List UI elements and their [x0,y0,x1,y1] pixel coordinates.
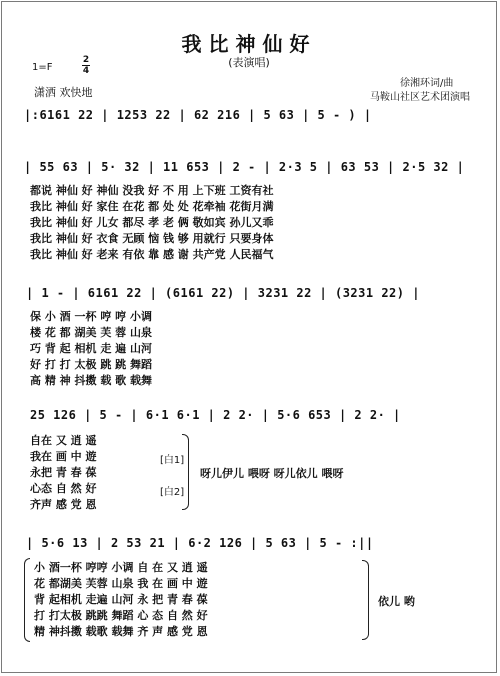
lyrics-s4-verse-4: 心态 自 然 好 [30,482,97,495]
notes-system-1: |:6161 22 | 1253 22 | 62 216 | 5 63 | 5 - ) | [24,108,372,122]
lyrics-s5-verse-3: 背 起相机 走遍 山河 永 把 青 春 葆 [34,593,208,606]
lyrics-s5-verse-4: 打 打太极 跳跳 舞蹈 心 态 自 然 好 [34,609,208,622]
lyrics-s5-verse-1: 小 酒一杯 哼哼 小调 自 在 又 逍 遥 [34,561,208,574]
credit-performer: 马鞍山社区艺术团演唱 [370,92,470,103]
refrain-line: 呀儿伊儿 喂呀 呀儿依儿 喂呀 [200,467,344,480]
lyrics-s4-verse-5: 齐声 感 党 恩 [30,498,97,511]
notes-system-5: | 5·6 13 | 2 53 21 | 6·2 126 | 5 63 | 5 - :|| [26,536,374,550]
time-top: 2 [82,55,90,65]
time-bottom: 4 [82,66,90,76]
spoken-cue-1: [白1] [160,455,185,466]
tempo-marking: 潇洒 欢快地 [34,86,93,99]
lyrics-s4-verse-2: 我在 画 中 遊 [30,450,97,463]
notes-system-4: 25 126 | 5 - | 6·1 6·1 | 2 2· | 5·6 653 | 2 2· | [30,408,401,422]
lyrics-s4-verse-3: 永把 青 春 葆 [30,466,97,479]
notes-system-3: | 1 - | 6161 22 | (6161 22) | 3231 22 | (3231 22) | [26,286,420,300]
lyrics-s5-verse-5: 精 神抖擞 载歌 载舞 齐 声 感 党 恩 [34,625,208,638]
lyrics-s3-verse-1: 保 小 酒 一杯 哼 哼 小调 [30,310,152,323]
credit-lyrics-music: 徐湘环词/曲 [400,78,454,89]
lyrics-s3-verse-4: 好 打 打 太极 跳 跳 舞蹈 [30,358,152,371]
lyrics-s2-verse-1: 都说 神仙 好 神仙 没我 好 不 用 上下班 工资有社 [30,184,274,197]
lyrics-s2-verse-5: 我比 神仙 好 老来 有依 靠 感 谢 共产党 人民福气 [30,248,274,261]
lyrics-s5-verse-2: 花 都湖美 芙蓉 山泉 我 在 画 中 遊 [34,577,208,590]
notes-system-2: | 55 63 | 5· 32 | 11 653 | 2 - | 2·3 5 | 63 53 | 2·5 32 | [24,160,465,174]
brace-left-s5 [24,558,30,642]
lyrics-s3-verse-5: 高 精 神 抖擞 载 歌 载舞 [30,374,152,387]
score-page [1,1,497,673]
lyrics-s2-verse-4: 我比 神仙 好 衣食 无顾 恼 钱 够 用就行 只要身体 [30,232,274,245]
lyrics-s3-verse-2: 楼 花 都 湖美 芙 蓉 山泉 [30,326,152,339]
lyrics-s3-verse-3: 巧 背 起 相机 走 遍 山河 [30,342,152,355]
lyrics-s4-verse-1: 自在 又 逍 遥 [30,434,97,447]
song-subtitle: (表演唱) [228,56,270,69]
brace-right-s5 [362,560,369,640]
key-signature: 1=F [32,62,53,73]
ending-line: 依儿 哟 [378,595,415,608]
time-signature [82,56,90,75]
spoken-cue-2: [白2] [160,487,185,498]
lyrics-s2-verse-3: 我比 神仙 好 儿女 都尽 孝 老 俩 敬如宾 孙儿又乖 [30,216,274,229]
song-title: 我比神仙好 [181,32,317,56]
brace-right-s4 [182,434,189,510]
lyrics-s2-verse-2: 我比 神仙 好 家住 在花 都 处 处 花牵袖 花街月满 [30,200,274,213]
